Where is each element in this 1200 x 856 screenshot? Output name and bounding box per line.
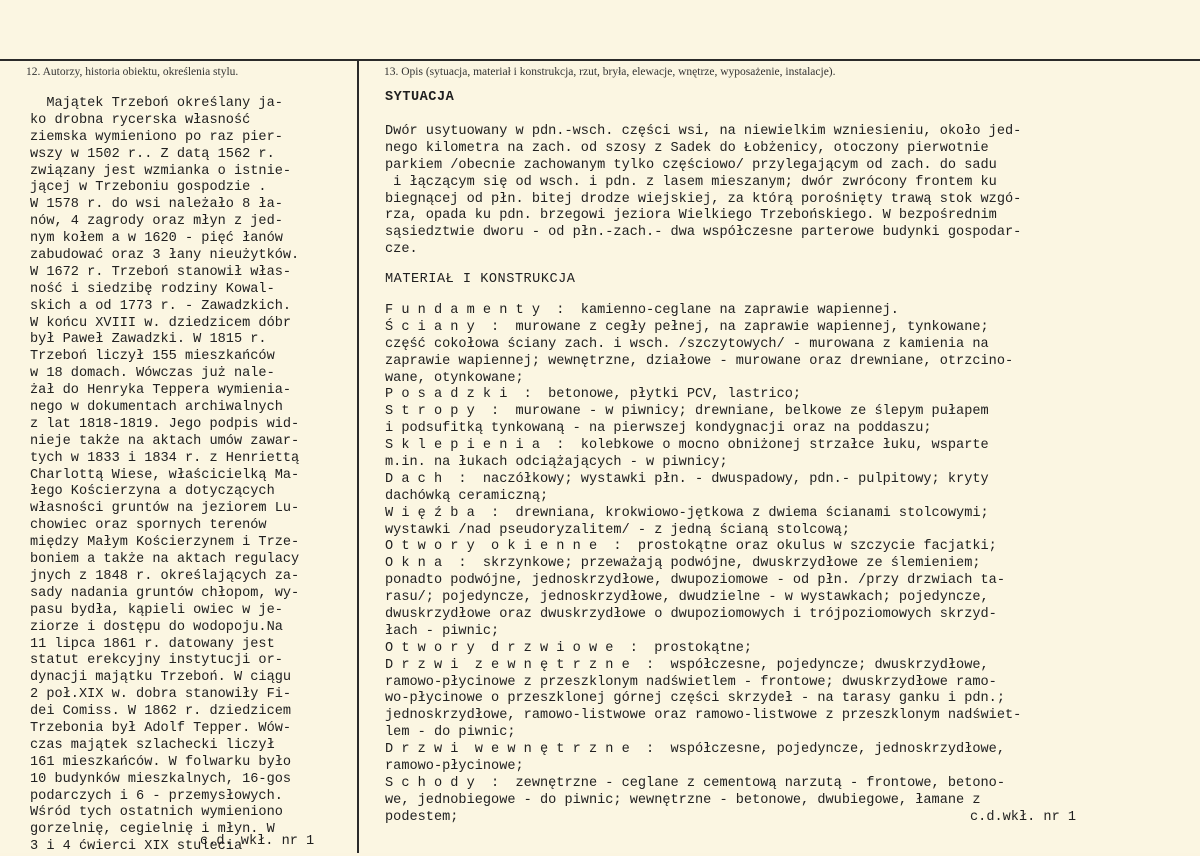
- history-line: Trzebonia był Adolf Tepper. Wów-: [30, 720, 292, 736]
- material-line: O t w o r y o k i e n n e : prostokątne oraz okulus w szczycie facjatki;: [385, 539, 997, 555]
- history-line: Trzeboń liczył 155 mieszkańców: [30, 349, 275, 365]
- history-line: zabudować oraz 3 łany nieużytków.: [30, 248, 300, 264]
- history-line: łego Kościerzyna a dotyczących: [30, 484, 275, 500]
- history-line: Wśród tych ostatnich wymieniono: [30, 805, 283, 821]
- situation-line: i łączącym się od wsch. i pdn. z lasem mieszanym; dwór zwrócony frontem ku: [385, 174, 997, 190]
- material-line: i podsufitką tynkowaną - na pierwszej kondygnacji oraz na poddaszu;: [385, 421, 932, 437]
- history-line: Charlottą Wiese, właścicielką Ma-: [30, 467, 300, 483]
- material-line: ramowo-płycinowe;: [385, 759, 524, 775]
- section-13-header: 13. Opis (sytuacja, materiał i konstrukcja, rzut, bryła, elewacje, wnętrze, wyposażenie, instalacje).: [384, 66, 836, 78]
- material-line: rasu/; pojedyncze, jednoskrzydłowe, dwudzielne - w wystawkach; pojedyncze,: [385, 590, 989, 606]
- history-line: skich a od 1773 r. - Zawadzkich.: [30, 298, 292, 314]
- situation-line: sąsiedztwie dworu - od płn.-zach.- dwa współczesne parterowe budynki gospodar-: [385, 225, 1022, 241]
- history-line: tych w 1833 i 1834 r. z Henriettą: [30, 450, 300, 466]
- material-line: O t w o r y d r z w i o w e : prostokątne;: [385, 640, 753, 656]
- history-line: z lat 1818-1819. Jego podpis wid-: [30, 416, 300, 432]
- material-line: ramowo-płycinowe z przeszklonym nadświetlem - frontowe; dwuskrzydłowe ramo-: [385, 674, 997, 690]
- section-12-header: 12. Autorzy, historia obiektu, określenia stylu.: [26, 66, 239, 78]
- situation-line: parkiem /obecnie zachowanym tylko częściowo/ przylegającym od zach. do sadu: [385, 157, 997, 173]
- material-line: zaprawie wapiennej; wewnętrzne, działowe - murowane oraz drewniane, otrzcino-: [385, 353, 1014, 369]
- material-line: lem - do piwnic;: [385, 725, 516, 741]
- right-footer-continuation: c.d.wkł. nr 1: [970, 810, 1077, 825]
- material-line: m.in. na łukach odciążających - w piwnicy;: [385, 455, 728, 471]
- history-line: sady nadania gruntów chłopom, wy-: [30, 585, 300, 601]
- material-line: D a c h : naczółkowy; wystawki płn. - dwuspadowy, pdn.- pulpitowy; kryty: [385, 471, 989, 487]
- material-line: F u n d a m e n t y : kamienno-ceglane na zaprawie wapiennej.: [385, 303, 899, 318]
- material-line: we, jednobiegowe - do piwnic; wewnętrzne - betonowe, dwubiegowe, łamane z: [385, 792, 981, 808]
- history-line: 3 i 4 ćwierci XIX stulecia: [30, 839, 243, 855]
- material-line: S t r o p y : murowane - w piwnicy; drewniane, belkowe ze ślepym pułapem: [385, 404, 989, 420]
- history-line: W 1578 r. do wsi należało 8 ła-: [30, 197, 283, 213]
- history-line: w 18 domach. Wówczas już nale-: [30, 366, 275, 382]
- history-line: ziorze i dostępu do wodopoju.Na: [30, 619, 283, 635]
- situation-line: biegnącej od płn. bitej drodze wiejskiej, za którą porośnięty trawą stok wzgó-: [385, 191, 1022, 207]
- history-line: gorzelnię, cegielnię i młyn. W: [30, 822, 275, 838]
- history-line: dynacji majątku Trzeboń. W ciągu: [30, 670, 292, 686]
- material-line: dwuskrzydłowe oraz dwuskrzydłowe o dwupoziomowych i trójpoziomowych skrzyd-: [385, 607, 997, 623]
- material-line: P o s a d z k i : betonowe, płytki PCV, lastrico;: [385, 387, 802, 403]
- material-line: S k l e p i e n i a : kolebkowe o mocno obniżonej strzałce łuku, wsparte: [385, 438, 989, 454]
- history-line: podarczych i 6 - przemysłowych.: [30, 788, 283, 804]
- material-line: podestem;: [385, 809, 459, 825]
- history-line: dei Comiss. W 1862 r. dziedzicem: [30, 704, 292, 720]
- material-line: O k n a : skrzynkowe; przeważają podwójne, dwuskrzydłowe ze ślemieniem;: [385, 556, 981, 572]
- situation-text: [385, 124, 1185, 259]
- material-line: wystawki /nad pseudoryzalitem/ - z jedną ścianą stolcową;: [385, 522, 850, 538]
- material-line: jednoskrzydłowe, ramowo-listwowe oraz ramowo-listwowe z przeszklonym nadświet-: [385, 708, 1022, 724]
- material-line: łach - piwnic;: [385, 623, 500, 639]
- history-line: statut erekcyjny instytucji or-: [30, 653, 283, 669]
- history-line: boniem a także na aktach regulacy: [30, 552, 300, 568]
- material-line: D r z w i z e w n ę t r z n e : współczesne, pojedyncze; dwuskrzydłowe,: [385, 657, 989, 673]
- history-line: był Paweł Zawadzki. W 1815 r.: [30, 332, 267, 348]
- history-line: ność i siedzibę rodziny Kowal-: [30, 281, 275, 297]
- history-line: wszy w 1502 r.. Z datą 1562 r.: [30, 146, 275, 162]
- material-line: ponadto podwójne, jednoskrzydłowe, dwupoziomowe - od płn. /przy drzwiach ta-: [385, 573, 1005, 589]
- material-line: Ś c i a n y : murowane z cegły pełnej, na zaprawie wapiennej, tynkowane;: [385, 319, 989, 335]
- history-line: Majątek Trzeboń określany ja-: [30, 96, 283, 111]
- history-line: nów, 4 zagrody oraz młyn z jed-: [30, 214, 283, 230]
- history-line: jnych z 1848 r. określających za-: [30, 568, 300, 584]
- history-line: czas majątek szlachecki liczył: [30, 737, 275, 753]
- history-line: W 1672 r. Trzeboń stanowił włas-: [30, 264, 292, 280]
- header-divider: [0, 59, 1200, 61]
- history-line: ziemska wymieniono po raz pier-: [30, 129, 283, 145]
- situation-line: rza, opada ku pdn. brzegowi jeziora Wielkiego Trzebońskiego. W bezpośrednim: [385, 208, 997, 224]
- history-line: 11 lipca 1861 r. datowany jest: [30, 636, 275, 652]
- history-line: nieje także na aktach umów zawar-: [30, 433, 300, 449]
- history-line: nego w dokumentach archiwalnych: [30, 400, 283, 416]
- situation-line: cze.: [385, 242, 418, 258]
- history-line: własności gruntów na jeziorem Lu-: [30, 501, 300, 517]
- situation-heading: SYTUACJA: [385, 90, 455, 105]
- material-text: [385, 303, 1185, 827]
- history-line: chowiec oraz spornych terenów: [30, 518, 267, 534]
- material-line: D r z w i w e w n ę t r z n e : współczesne, pojedyncze, jednoskrzydłowe,: [385, 742, 1005, 758]
- history-line: jącej w Trzeboniu gospodzie .: [30, 180, 267, 196]
- history-line: W końcu XVIII w. dziedzicem dóbr: [30, 315, 292, 331]
- material-line: wane, otynkowane;: [385, 370, 524, 386]
- history-text: [30, 96, 356, 856]
- history-line: nym kołem a w 1620 - pięć łanów: [30, 231, 283, 247]
- material-line: część cokołowa ściany zach. i wsch. /szczytowych/ - murowana z kamienia na: [385, 336, 989, 352]
- material-line: W i ę ź b a : drewniana, krokwiowo-jętkowa z dwiema ścianami stolcowymi;: [385, 505, 989, 521]
- history-line: związany jest wzmianka o istnie-: [30, 163, 292, 179]
- material-line: dachówką ceramiczną;: [385, 488, 549, 504]
- material-line: S c h o d y : zewnętrzne - ceglane z cementową narzutą - frontowe, betono-: [385, 775, 1005, 791]
- history-line: ko drobna rycerska własność: [30, 112, 251, 128]
- column-divider: [357, 59, 359, 853]
- history-line: 10 budynków mieszkalnych, 16-gos: [30, 771, 292, 787]
- situation-line: Dwór usytuowany w pdn.-wsch. części wsi, na niewielkim wzniesieniu, około jed-: [385, 124, 1022, 139]
- history-line: 161 mieszkańców. W folwarku było: [30, 754, 292, 770]
- situation-line: nego kilometra na zach. od szosy z Sadek do Łobżenicy, otoczony pierwotnie: [385, 140, 989, 156]
- material-line: wo-płycinowe o przeszklonej górnej części skrzydeł - na tarasy ganku i pdn.;: [385, 691, 1005, 707]
- material-heading: MATERIAŁ I KONSTRUKCJA: [385, 272, 576, 287]
- history-line: żał do Henryka Teppera wymienia-: [30, 383, 292, 399]
- history-line: pasu bydła, kąpieli owiec w je-: [30, 602, 283, 618]
- history-line: między Małym Kościerzynem i Trze-: [30, 535, 300, 551]
- left-footer-continuation: c.d. wkł. nr 1: [200, 834, 315, 849]
- history-line: 2 poł.XIX w. dobra stanowiły Fi-: [30, 687, 292, 703]
